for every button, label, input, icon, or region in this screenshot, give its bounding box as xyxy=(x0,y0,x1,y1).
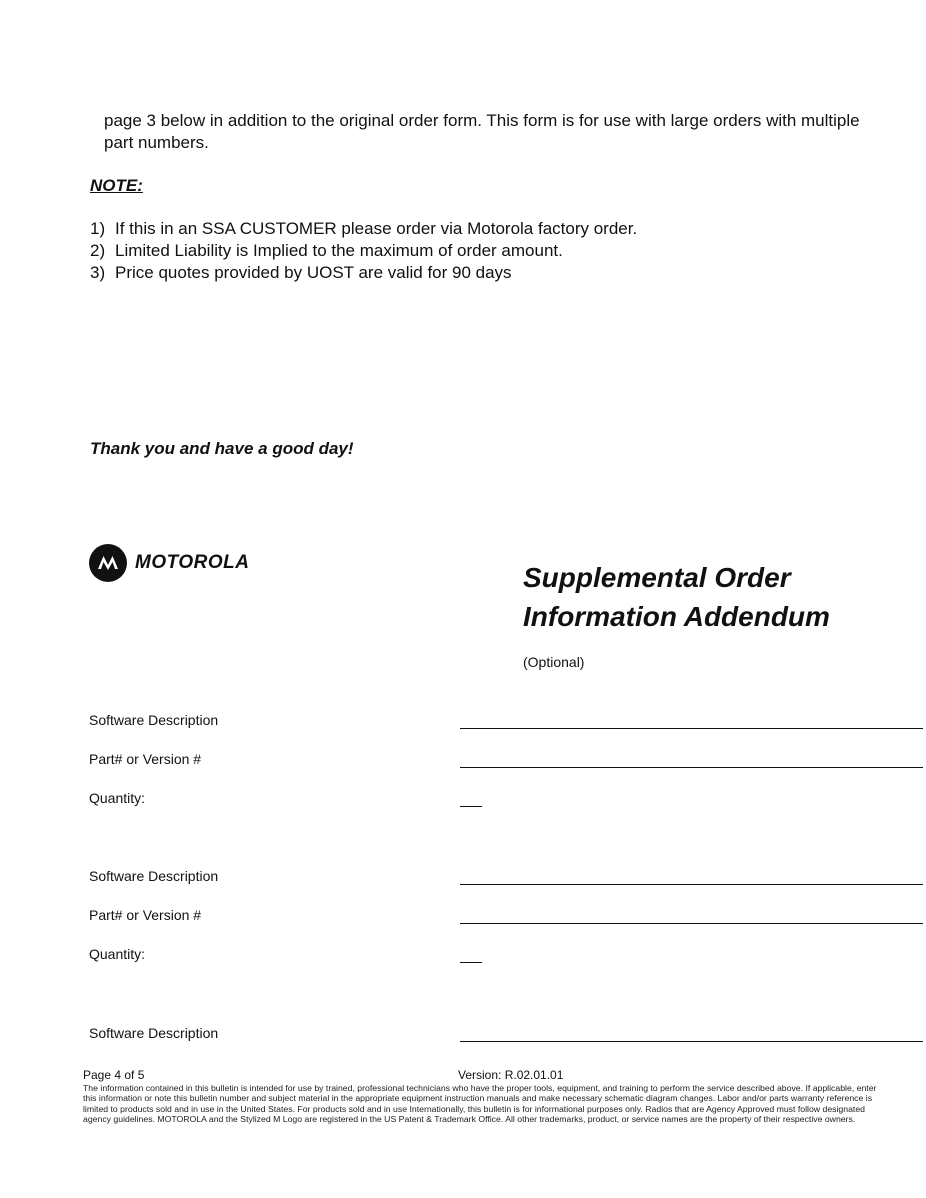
motorola-wordmark: MOTOROLA xyxy=(135,552,250,573)
page-number: Page 4 of 5 xyxy=(83,1068,145,1082)
software-description-field[interactable] xyxy=(460,884,923,885)
software-description-field[interactable] xyxy=(460,728,923,729)
motorola-batwing-m-icon xyxy=(89,544,127,582)
note-item xyxy=(90,218,637,240)
software-description-label: Software Description xyxy=(89,1025,219,1041)
part-version-label: Part# or Version # xyxy=(89,751,202,767)
quantity-label: Quantity: xyxy=(89,790,146,806)
note-item-number: 1) xyxy=(90,219,106,238)
note-list xyxy=(90,218,637,284)
quantity-field[interactable] xyxy=(460,806,482,807)
note-item-number: 2) xyxy=(90,241,106,260)
part-version-field[interactable] xyxy=(460,923,923,924)
note-item xyxy=(90,240,637,262)
form-title-line-1: Supplemental Order xyxy=(523,562,791,593)
legal-disclaimer: The information contained in this bulletin is intended for use by trained, professional technicians who have the proper tools, equipment, and training to perform the service described above. If applicable, enter this information or note this bulletin number and subject material in the appropriate equipment instruction manuals and make necessary schematic diagram changes. Labor and/or parts warranty reference is limited to products sold and in use in the United States. For products sold and in use Internationally, this bulletin is for informational purposes only. Radios that are Agency Approved must follow designated agency guidelines. MOTOROLA and the Stylized M Logo are registered in the US Patent & Trademark Office. All other trademarks, product, or service names are the property of their respective owners. xyxy=(83,1083,877,1125)
note-item-number: 3) xyxy=(90,263,106,282)
motorola-logo xyxy=(89,544,249,582)
part-version-label: Part# or Version # xyxy=(89,907,202,923)
note-heading: NOTE: xyxy=(90,176,143,195)
note-item-text: If this in an SSA CUSTOMER please order via Motorola factory order. xyxy=(115,219,638,238)
software-description-field[interactable] xyxy=(460,1041,923,1042)
note-item xyxy=(90,262,637,284)
software-description-label: Software Description xyxy=(89,712,219,728)
part-version-field[interactable] xyxy=(460,767,923,768)
form-subtitle: (Optional) xyxy=(523,654,585,670)
quantity-field[interactable] xyxy=(460,962,482,963)
software-description-label: Software Description xyxy=(89,868,219,884)
version-label: Version: R.02.01.01 xyxy=(458,1068,564,1082)
quantity-label: Quantity: xyxy=(89,946,146,962)
intro-paragraph: page 3 below in addition to the original order form. This form is for use with large orders with multiple part numbers. xyxy=(104,111,860,152)
form-title-line-2: Information Addendum xyxy=(523,601,830,632)
closing-message: Thank you and have a good day! xyxy=(90,439,354,458)
note-item-text: Price quotes provided by UOST are valid for 90 days xyxy=(115,263,512,282)
note-item-text: Limited Liability is Implied to the maximum of order amount. xyxy=(115,241,563,260)
form-title xyxy=(523,558,830,636)
